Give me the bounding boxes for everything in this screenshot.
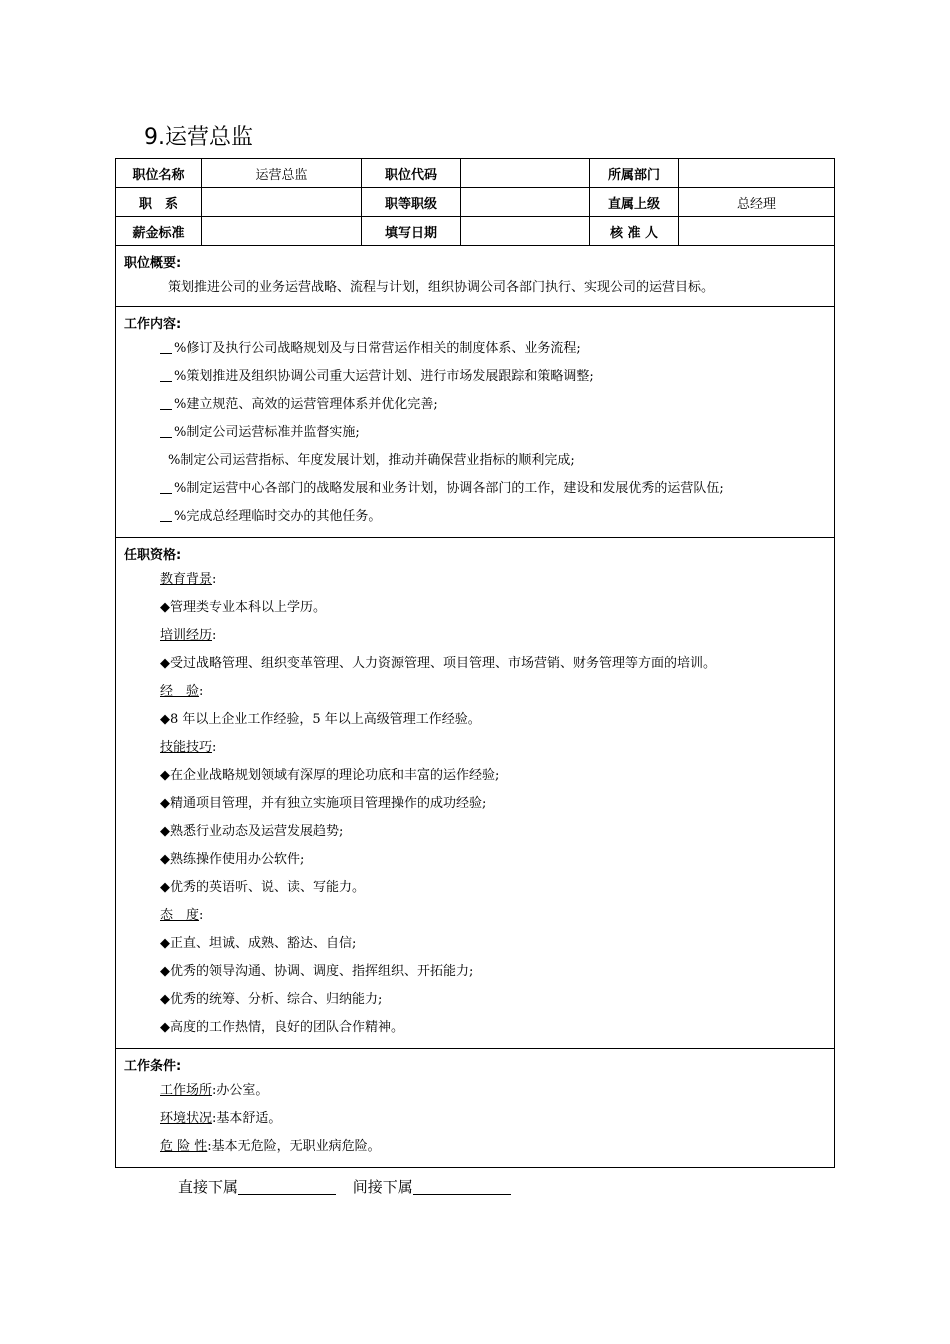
duty-item: %策划推进及组织协调公司重大运营计划、进行市场发展跟踪和策略调整; xyxy=(124,363,826,391)
label-position-code: 职位代码 xyxy=(362,159,461,188)
qual-item: ◆精通项目管理，并有独立实施项目管理操作的成功经验; xyxy=(160,796,487,811)
value-department[interactable] xyxy=(679,159,835,188)
condition-item: 危 险 性:基本无危险，无职业病危险。 xyxy=(160,1139,381,1154)
qual-label-skills: 技能技巧 xyxy=(160,740,213,755)
summary-text: 策划推进公司的业务运营战略、流程与计划，组织协调公司各部门执行、实现公司的运营目标。 xyxy=(168,280,715,295)
label-salary: 薪金标准 xyxy=(116,217,202,246)
qual-item: ◆优秀的统筹、分析、综合、归纳能力; xyxy=(160,992,383,1007)
conditions-title: 工作条件: xyxy=(124,1059,182,1074)
qual-label-experience: 经 验 xyxy=(160,684,200,699)
direct-subordinates-label: 直接下属 xyxy=(178,1178,239,1196)
duty-item: %建立规范、高效的运营管理体系并优化完善; xyxy=(124,391,826,419)
blank-field[interactable] xyxy=(160,339,172,354)
duties-row xyxy=(116,307,835,538)
indirect-subordinates-label: 间接下属 xyxy=(352,1178,413,1196)
label-department: 所属部门 xyxy=(590,159,679,188)
summary-title: 职位概要: xyxy=(124,256,182,271)
indirect-subordinates-field[interactable] xyxy=(413,1178,511,1195)
value-fill-date[interactable] xyxy=(461,217,590,246)
qualifications-row: 任职资格: 教育背景: ◆管理类专业本科以上学历。 培训经历: ◆受过战略管理、组织变革管理、人力资源管理、项目管理、市场营销、财务管理等方面的培训。 经 验: ◆8 年以上企业工作经验，5 年以上高级管理工作经验。 技能技巧: ◆在企业战略规划领域有深厚的理论功底和丰富的运作经验; ◆精通项目管理，并有独立实施项目管理操作的成功经验; ◆熟悉行业动态及运营发展趋势; ◆熟练操作使用办公软件; ◆优秀的英语听、说、读、写能力。 态 度: ◆正直、坦诚、成熟、豁达、自信; ◆优秀的领导沟通、协调、调度、指挥组织、开拓能力; ◆优秀的统筹、分析、综合、归纳能力; ◆高度的工作热情，良好的团队合作精神。 xyxy=(116,538,835,1049)
value-supervisor[interactable]: 总经理 xyxy=(679,188,835,217)
qual-label-training: 培训经历 xyxy=(160,628,213,643)
page-title: 9.运营总监 xyxy=(144,125,253,150)
qual-item: ◆优秀的领导沟通、协调、调度、指挥组织、开拓能力; xyxy=(160,964,474,979)
label-job-family: 职 系 xyxy=(116,188,202,217)
duty-item: %制定公司运营指标、年度发展计划，推动并确保营业指标的顺利完成; xyxy=(168,453,575,468)
subordinates-footer xyxy=(178,1176,523,1197)
direct-subordinates-field[interactable] xyxy=(238,1178,336,1195)
qual-item: ◆8 年以上企业工作经验，5 年以上高级管理工作经验。 xyxy=(160,712,481,727)
duties-title: 工作内容: xyxy=(124,317,182,332)
duty-item: %修订及执行公司战略规划及与日常营运作相关的制度体系、业务流程; xyxy=(124,335,826,363)
value-job-family[interactable] xyxy=(202,188,362,217)
qualifications-title: 任职资格: xyxy=(124,548,182,563)
condition-item: 工作场所:办公室。 xyxy=(160,1083,269,1098)
qual-item: ◆熟练操作使用办公软件; xyxy=(160,852,305,867)
blank-field[interactable] xyxy=(160,395,172,410)
label-grade: 职等职级 xyxy=(362,188,461,217)
qual-item: ◆在企业战略规划领域有深厚的理论功底和丰富的运作经验; xyxy=(160,768,500,783)
blank-field[interactable] xyxy=(160,507,172,522)
qual-item: ◆受过战略管理、组织变革管理、人力资源管理、项目管理、市场营销、财务管理等方面的培训。 xyxy=(160,656,716,671)
qual-item: ◆优秀的英语听、说、读、写能力。 xyxy=(160,880,365,895)
duty-item: %完成总经理临时交办的其他任务。 xyxy=(124,503,826,531)
qual-item: ◆正直、坦诚、成熟、豁达、自信; xyxy=(160,936,357,951)
label-supervisor: 直属上级 xyxy=(590,188,679,217)
value-position-code[interactable] xyxy=(461,159,590,188)
blank-field[interactable] xyxy=(160,367,172,382)
value-approver[interactable] xyxy=(679,217,835,246)
condition-item: 环境状况:基本舒适。 xyxy=(160,1111,282,1126)
value-position-name[interactable]: 运营总监 xyxy=(202,159,362,188)
qual-label-attitude: 态 度 xyxy=(160,908,200,923)
conditions-row xyxy=(116,1049,835,1168)
label-position-name: 职位名称 xyxy=(116,159,202,188)
blank-field[interactable] xyxy=(160,423,172,438)
qual-item: ◆熟悉行业动态及运营发展趋势; xyxy=(160,824,344,839)
value-salary[interactable] xyxy=(202,217,362,246)
value-grade[interactable] xyxy=(461,188,590,217)
label-fill-date: 填写日期 xyxy=(362,217,461,246)
qual-label-education: 教育背景 xyxy=(160,572,213,587)
qual-item: ◆管理类专业本科以上学历。 xyxy=(160,600,326,615)
header-row-2 xyxy=(116,188,835,217)
header-row-3 xyxy=(116,217,835,246)
job-description-table xyxy=(115,158,835,1168)
header-row-1 xyxy=(116,159,835,188)
duty-item: %制定运营中心各部门的战略发展和业务计划，协调各部门的工作，建设和发展优秀的运营队伍; xyxy=(124,475,826,503)
qual-item: ◆高度的工作热情，良好的团队合作精神。 xyxy=(160,1020,404,1035)
duty-item: %制定公司运营标准并监督实施; xyxy=(124,419,826,447)
summary-row xyxy=(116,246,835,307)
label-approver: 核 准 人 xyxy=(590,217,679,246)
blank-field[interactable] xyxy=(160,479,172,494)
